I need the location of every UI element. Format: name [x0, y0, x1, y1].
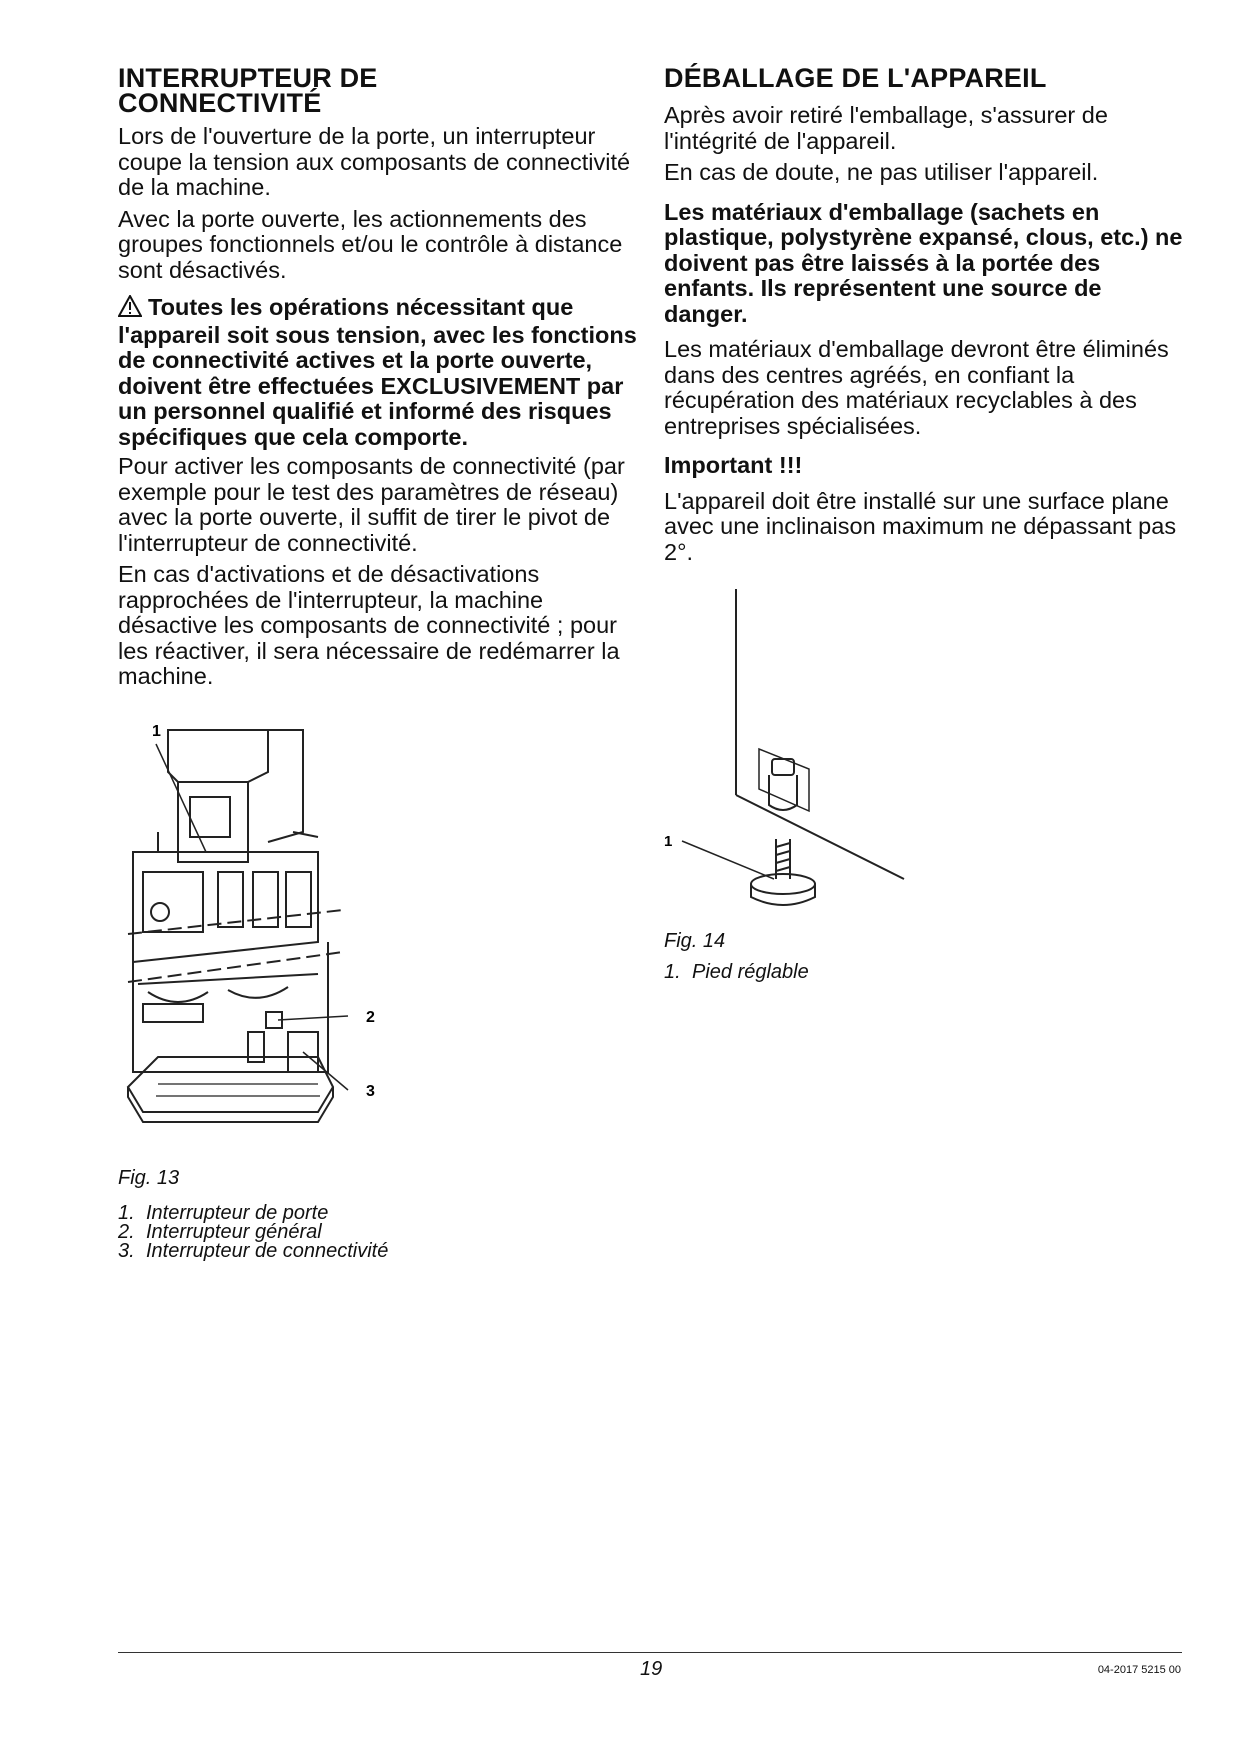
paragraph-doubt: En cas de doute, ne pas utiliser l'appareil. — [664, 159, 1099, 185]
legend-item: 1. Pied réglable — [664, 961, 809, 983]
paragraph-disposal: Les matériaux d'emballage devront être éliminés dans des centres agréés, en confiant la récupération des matériaux recyclables à des entreprises spécialisées. — [664, 336, 1169, 439]
fig13-callout-2: 2 — [366, 1008, 375, 1026]
figure-13 — [118, 712, 638, 1261]
adjustable-foot-illustration — [664, 579, 924, 919]
figure-14-legend — [664, 963, 1184, 982]
paragraph-activate-connectivity: Pour activer les composants de connectivité (par exemple pour le test des paramètres de réseau) avec la porte ouverte, il suffit de tirer le pivot de l'interrupteur de connectivité. — [118, 453, 625, 556]
important-heading: Important !!! — [664, 452, 803, 478]
figure-14-caption: Fig. 14 — [664, 930, 726, 952]
paragraph-door-open: Avec la porte ouverte, les actionnements des groupes fonctionnels et/ou le contrôle à distance sont désactivés. — [118, 205, 623, 283]
page-number: 19 — [640, 1658, 663, 1680]
warning-text: Toutes les opérations nécessitant que l'appareil soit sous tension, avec les fonctions de connectivité actives et la porte ouverte, doivent être effectuées EXCLUSIVEMENT par un personnel qualifié et informé des risques spécifiques que cela comporte. — [118, 294, 637, 450]
fig13-callout-3: 3 — [366, 1082, 375, 1100]
heading-line-1: INTERRUPTEUR DE — [118, 63, 378, 93]
legend-item: 1. Interrupteur de porte — [118, 1201, 329, 1224]
warning-triangle-icon — [118, 295, 142, 323]
packaging-warning: Les matériaux d'emballage (sachets en plastique, polystyrène expansé, clous, etc.) ne doivent pas être laissés à la portée des enfants. Ils représentent une source de danger. — [664, 198, 1183, 327]
paragraph-activation-cycles: En cas d'activations et de désactivations rapprochées de l'interrupteur, la machine désactive les composants de connectivité ; pour les réactiver, il sera nécessaire de redémarrer la machine. — [118, 561, 620, 689]
footer-divider — [118, 1652, 1182, 1653]
figure-14 — [664, 579, 1184, 982]
paragraph-door-switch: Lors de l'ouverture de la porte, un interrupteur coupe la tension aux composants de connectivité de la machine. — [118, 123, 631, 200]
figure-13-caption: Fig. 13 — [118, 1166, 180, 1189]
fig14-callout-1: 1 — [664, 833, 673, 850]
paragraph-check-integrity: Après avoir retiré l'emballage, s'assurer de l'intégrité de l'appareil. — [664, 102, 1108, 154]
document-code: 04-2017 5215 00 — [1097, 1664, 1181, 1676]
section-heading-connectivity-switch — [118, 63, 638, 118]
paragraph-installation-surface: L'appareil doit être installé sur une surface plane avec une inclinaison maximum ne dépassant pas 2°. — [664, 487, 1177, 565]
legend-item: 2. Interrupteur général — [118, 1220, 322, 1243]
right-column — [664, 63, 1184, 983]
warning-paragraph — [118, 295, 638, 450]
legend-item: 3. Interrupteur de connectivité — [118, 1239, 389, 1262]
section-heading-unpacking: DÉBALLAGE DE L'APPAREIL — [664, 63, 1047, 93]
machine-illustration — [118, 712, 398, 1132]
fig13-callout-1: 1 — [152, 722, 161, 740]
heading-line-2: CONNECTIVITÉ — [118, 88, 322, 118]
figure-13-legend — [118, 1201, 638, 1262]
left-column — [118, 63, 638, 1262]
